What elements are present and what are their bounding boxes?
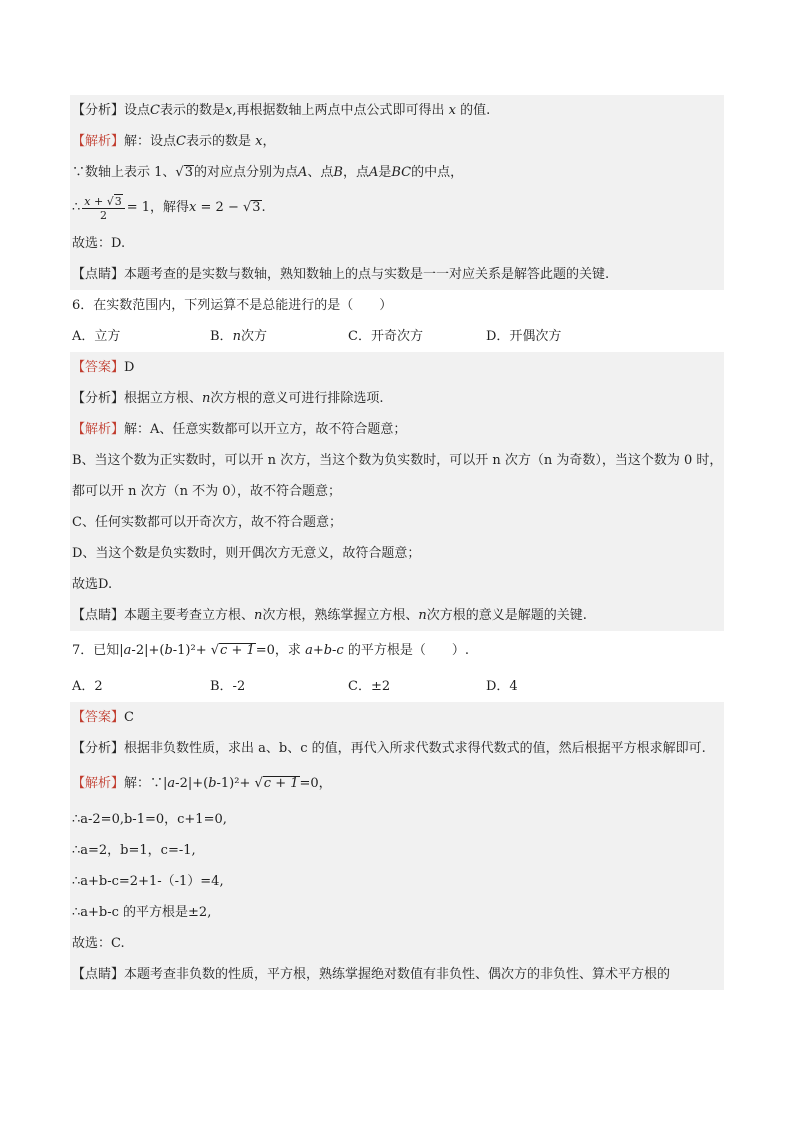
option-d: D．开偶次方	[486, 329, 562, 344]
var: BC	[391, 165, 412, 180]
var: C	[150, 103, 160, 118]
sqrt-content: 3	[184, 165, 193, 180]
analysis-tag: 【分析】	[72, 103, 125, 118]
q6-solution-line-3: C、任何实数都可以开奇次方，故不符合题意；	[70, 507, 724, 538]
var: b	[208, 776, 217, 791]
q7-options	[70, 671, 724, 702]
text: ,再根据数轴上两点中点公式即可得出	[232, 103, 445, 118]
var: x	[225, 103, 233, 118]
text: ，点	[342, 165, 369, 180]
sqrt-sign: √	[175, 165, 184, 180]
text: 表示的数是	[185, 134, 251, 149]
text: 本题考查的是实数与数轴，熟知数轴上的点与实数是一一对应关系是解答此题的关键.	[124, 267, 610, 282]
text: ，	[262, 134, 276, 149]
q5-solution-line-1	[70, 126, 724, 157]
var: B	[333, 165, 343, 180]
q6-choose: 故选D.	[70, 569, 724, 600]
document-page	[70, 95, 724, 990]
text: 设点	[124, 103, 151, 118]
q7-choose: 故选：C.	[70, 928, 724, 959]
option-b: B．-2	[210, 679, 246, 694]
solution-tag: 【解析】	[72, 776, 125, 791]
var: n	[202, 391, 211, 406]
q7-answer	[70, 702, 724, 733]
text: 的对应点分别为点	[193, 165, 298, 180]
text: -1)²+	[216, 776, 255, 791]
var: a	[167, 776, 176, 791]
text: 解：A、任意实数都可以开立方，故不符合题意；	[124, 422, 407, 437]
therefore-symbol: ∴	[72, 200, 81, 215]
text: +	[90, 194, 107, 208]
q6-solution-line-1	[70, 414, 724, 445]
var: A	[298, 165, 308, 180]
option-a: A．立方	[72, 329, 121, 344]
comment-tag: 【点睛】	[72, 608, 125, 623]
var: n	[418, 608, 427, 623]
text: = 2 −	[200, 200, 243, 215]
q7-solution-line-3: ∴a=2，b=1，c=-1,	[70, 835, 724, 866]
text: 次方	[240, 329, 267, 344]
solution-tag: 【解析】	[72, 422, 125, 437]
denominator: 2	[100, 208, 107, 222]
text: -1)²+	[172, 643, 211, 658]
option-c: C．开奇次方	[348, 329, 423, 344]
text: 的值.	[460, 103, 491, 118]
answer-value: D	[124, 360, 135, 375]
comment-tag: 【点睛】	[72, 967, 125, 982]
text: 根据立方根、	[124, 391, 203, 406]
var: a	[123, 643, 132, 658]
q6-stem: 6．在实数范围内，下列运算不是总能进行的是（ ）	[72, 298, 393, 313]
text: 、点	[307, 165, 334, 180]
q7-solution-line-5: ∴a+b-c 的平方根是±2,	[70, 897, 724, 928]
sqrt-content: 3	[252, 200, 261, 215]
q7-solution-line-4: ∴a+b-c=2+1-（-1）=4,	[70, 866, 724, 897]
text: 的平方根是（ ）.	[347, 643, 469, 658]
sqrt-content: 3	[114, 194, 122, 208]
answer-value: C	[124, 710, 134, 725]
q5-solution-line-2	[70, 157, 724, 188]
analysis-tag: 【分析】	[72, 741, 125, 756]
text: =0，求	[255, 643, 301, 658]
option-b	[210, 321, 348, 352]
fraction	[82, 194, 124, 222]
text: 次方根，熟练掌握立方根、	[262, 608, 419, 623]
text: 本题考查非负数的性质，平方根，熟练掌握绝对数值有非负性、偶次方的非负性、算术平方根的	[124, 967, 671, 982]
comment-tag: 【点睛】	[72, 267, 125, 282]
answer-tag: 【答案】	[72, 710, 125, 725]
text: 本题主要考查立方根、	[124, 608, 255, 623]
var: b	[164, 643, 173, 658]
q7-comment	[70, 959, 724, 990]
var: x	[84, 194, 91, 208]
text: -2|+(	[175, 776, 209, 791]
text: 是	[378, 165, 392, 180]
var: a+b-c	[305, 643, 344, 658]
text: .	[261, 200, 266, 215]
text: -2|+(	[131, 643, 165, 658]
text: 次方根的意义是解题的关键.	[426, 608, 587, 623]
q5-solution-line-3	[70, 188, 724, 228]
text: 解：∵|	[124, 776, 168, 791]
text: 次方根的意义可进行排除选项.	[210, 391, 384, 406]
text: ∵数轴上表示 1、	[72, 165, 176, 180]
q7-solution-line-2: ∴a-2=0,b-1=0，c+1=0,	[70, 804, 724, 835]
q6-answer	[70, 352, 724, 383]
q7-analysis	[70, 733, 724, 764]
solution-tag: 【解析】	[72, 134, 125, 149]
q7-stem	[70, 631, 724, 671]
text: 的中点，	[411, 165, 464, 180]
text: 表示的数是	[159, 103, 225, 118]
analysis-tag: 【分析】	[72, 391, 125, 406]
var: A	[368, 165, 379, 180]
var: x	[448, 103, 456, 118]
var: n	[232, 329, 241, 344]
q5-comment	[70, 259, 724, 290]
text: = 1，解得	[126, 200, 190, 215]
var: x	[255, 134, 263, 149]
sqrt-sign: √	[210, 643, 220, 658]
q6-solution-line-2: B、当这个数为正实数时，可以开 n 次方，当这个数为负实数时，可以开 n 次方（n 为奇数），当这个数为 0 时，都可以开 n 次方（n 不为 0），故不符合题意；	[70, 445, 724, 507]
option-d: D．4	[486, 679, 518, 694]
text: =0，	[299, 776, 332, 791]
var: x	[189, 200, 197, 215]
text: 根据非负数性质，求出 a、b、c 的值，再代入所求代数式求得代数式的值，然后根据平方根求解即可.	[124, 741, 706, 756]
option-c: C．±2	[348, 679, 391, 694]
option-a: A．2	[72, 679, 103, 694]
q5-choose: 故选：D.	[70, 228, 724, 259]
q6-solution-line-4: D、当这个数是负实数时，则开偶次方无意义，故符合题意；	[70, 538, 724, 569]
sqrt-sign: √	[242, 200, 252, 215]
q6-analysis	[70, 383, 724, 414]
q7-solution-line-1	[70, 764, 724, 804]
numerator	[82, 194, 124, 209]
text: 7．已知|	[72, 643, 124, 658]
q6-options	[70, 321, 724, 352]
q6-comment	[70, 600, 724, 631]
sqrt-content: c + 1	[220, 643, 255, 658]
sqrt-sign: √	[106, 194, 114, 208]
q5-analysis	[70, 95, 724, 126]
sqrt-sign: √	[254, 776, 263, 791]
text: B．	[210, 329, 233, 344]
text: 解：设点	[124, 134, 177, 149]
sqrt-content: c + 1	[263, 776, 299, 791]
answer-tag: 【答案】	[72, 360, 125, 375]
var: n	[254, 608, 263, 623]
var: C	[176, 134, 186, 149]
